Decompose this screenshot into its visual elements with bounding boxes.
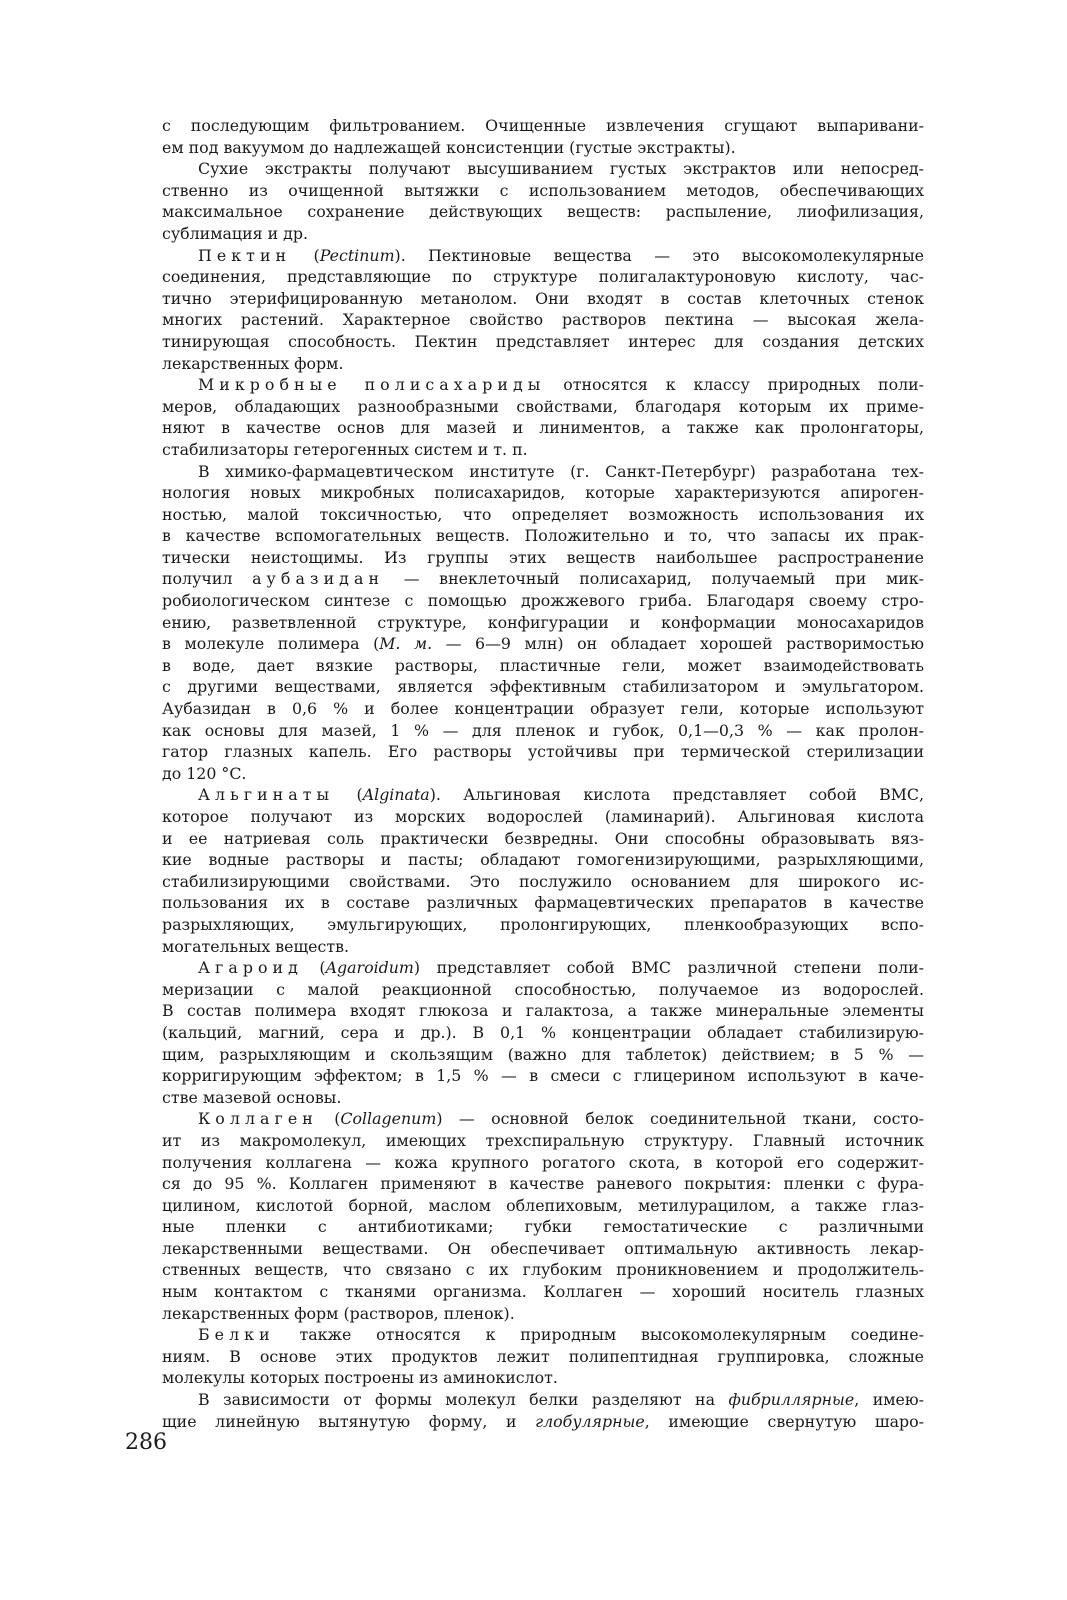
text-segment: которое получают из морских водорослей (ламинарий). Альгиновая кислота <box>162 807 924 826</box>
text-segment: ( <box>291 245 320 265</box>
term-spaced: Микробные полисахариды <box>198 375 546 395</box>
term-italic: глобулярные <box>535 1411 645 1431</box>
text-segment: в молекуле полимера ( <box>162 634 380 654</box>
text-line <box>162 1303 924 1325</box>
text-segment: лекарственными веществами. Он обеспечивает оптимальную активность лекар- <box>162 1238 924 1258</box>
text-line <box>162 568 924 590</box>
text-line <box>162 1411 924 1433</box>
text-line <box>162 655 924 677</box>
text-line <box>162 396 924 418</box>
text-line <box>162 806 924 828</box>
text-segment: Сухие экстракты получают высушиванием густых экстрактов или непосред- <box>198 159 924 179</box>
text-segment: ся до 95 %. Коллаген применяют в качестве раневого покрытия: пленки с фура- <box>162 1174 924 1194</box>
term-spaced: Белки <box>198 1325 275 1345</box>
text-line <box>162 504 924 526</box>
text-segment: стабилизирующими свойствами. Это послужило основанием для широкого ис- <box>162 871 924 891</box>
text-segment: гатор глазных капель. Его растворы устойчивы при термической стерилизации <box>162 742 924 762</box>
text-line <box>162 1173 924 1195</box>
text-segment: ственно из очищенной вытяжки с использованием методов, обеспечивающих <box>162 180 924 200</box>
text-segment: сублимация и др. <box>162 223 309 243</box>
text-segment: многих растений. Характерное свойство растворов пектина — высокая жела- <box>162 310 924 330</box>
text-segment: могательных веществ. <box>162 936 350 956</box>
text-line <box>162 417 924 439</box>
text-line <box>162 115 924 137</box>
text-segment: с последующим фильтрованием. Очищенные извлечения сгущают выпаривани- <box>162 116 924 135</box>
text-segment: ). Альгиновая кислота представляет собой ВМС, <box>429 785 924 805</box>
text-segment: няют в качестве основ для мазей и линиментов, а также как пролонгаторы, <box>162 418 924 438</box>
text-line <box>162 439 924 461</box>
text-line <box>162 180 924 202</box>
text-line <box>162 1346 924 1368</box>
text-line <box>162 331 924 353</box>
term-spaced: Альгинаты <box>198 785 335 805</box>
text-line <box>162 201 924 223</box>
text-line <box>162 892 924 914</box>
text-line <box>162 288 924 310</box>
text-segment: стабилизаторы гетерогенных систем и т. п. <box>162 439 528 459</box>
text-segment: пользования их в составе различных фармацевтических препаратов в качестве <box>162 893 924 913</box>
text-line <box>162 590 924 612</box>
text-segment: ) — основной белок соединительной ткани, состо- <box>436 1109 924 1129</box>
term-italic: М. м. <box>379 634 433 654</box>
text-line <box>162 1259 924 1281</box>
text-segment: в воде, дает вязкие растворы, пластичные гели, может взаимодействовать <box>162 655 924 675</box>
text-line <box>162 1152 924 1174</box>
text-segment: и ее натриевая соль практически безвредны. Они способны образовывать вяз- <box>162 828 924 848</box>
text-line <box>162 1238 924 1260</box>
text-line <box>162 1022 924 1044</box>
text-line <box>162 137 924 159</box>
text-segment: , имеющие свернутую шаро- <box>644 1411 924 1431</box>
text-segment: В химико-фармацевтическом институте (г. Санкт-Петербург) разработана тех- <box>198 461 924 481</box>
text-line <box>162 1281 924 1303</box>
text-segment: молекулы которых построены из аминокислот. <box>162 1368 558 1388</box>
text-line <box>162 1108 924 1130</box>
text-segment: , имею- <box>854 1390 924 1410</box>
text-segment: меров, обладающих разнообразными свойствами, благодаря которым их приме- <box>162 396 924 416</box>
text-line <box>162 266 924 288</box>
term-italic: Agaroidum <box>325 958 414 978</box>
text-line <box>162 1216 924 1238</box>
text-segment: ( <box>302 958 326 978</box>
text-line <box>162 223 924 245</box>
text-line <box>162 633 924 655</box>
text-line <box>162 374 924 396</box>
text-segment: (кальций, магний, сера и др.). В 0,1 % концентрации обладает стабилизирую- <box>162 1022 924 1042</box>
text-segment: ем под вакуумом до надлежащей консистенции (густые экстракты). <box>162 137 736 157</box>
text-line <box>162 936 924 958</box>
text-line <box>162 353 924 375</box>
text-segment: до 120 °С. <box>162 763 247 783</box>
term-italic: фибриллярные <box>728 1390 855 1410</box>
text-line <box>162 1000 924 1022</box>
term-italic: Alginata <box>362 785 430 805</box>
text-segment: ) представляет собой ВМС различной степени поли- <box>413 958 924 978</box>
text-segment: щие линейную вытянутую форму, и <box>162 1411 536 1431</box>
text-segment: стве мазевой основы. <box>162 1087 342 1107</box>
text-segment: щим, разрыхляющим и скользящим (важно для таблеток) действием; в 5 % — <box>162 1044 924 1064</box>
text-line <box>162 1195 924 1217</box>
page-number: 286 <box>125 1430 167 1455</box>
term-spaced: Пектин <box>198 245 292 265</box>
text-segment: меризации с малой реакционной способностью, получаемое из водорослей. <box>162 979 924 999</box>
text-line <box>162 828 924 850</box>
text-line <box>162 1389 924 1411</box>
text-segment: ственных веществ, что связано с их глубоким проникновением и продолжитель- <box>162 1260 924 1280</box>
text-segment: лекарственных форм (растворов, пленок). <box>162 1303 515 1323</box>
text-segment: — 6—9 млн) он обладает хорошей растворимостью <box>432 634 924 654</box>
term-italic: Pectinum <box>319 245 395 265</box>
text-line <box>162 309 924 331</box>
text-segment: ). Пектиновые вещества — это высокомолекулярные <box>394 245 924 265</box>
text-line <box>162 525 924 547</box>
text-segment: получения коллагена — кожа крупного рогатого скота, в которой его содержит- <box>162 1152 924 1172</box>
text-segment: тично этерифицированную метанолом. Они входят в состав клеточных стенок <box>162 288 924 308</box>
text-line <box>162 698 924 720</box>
text-segment: разрыхляющих, эмульгирующих, пролонгирующих, пленкообразующих вспо- <box>162 914 924 934</box>
text-segment: кие водные растворы и пасты; обладают гомогенизирующими, разрыхляющими, <box>162 850 924 870</box>
text-line <box>162 1367 924 1389</box>
text-segment: ниям. В основе этих продуктов лежит полипептидная группировка, сложные <box>162 1346 924 1366</box>
text-line <box>162 871 924 893</box>
text-segment: корригирующим эффектом; в 1,5 % — в смеси с глицерином используют в каче- <box>162 1066 924 1086</box>
text-segment: ные пленки с антибиотиками; губки гемостатические с различными <box>162 1217 924 1237</box>
text-line <box>162 784 924 806</box>
text-line <box>162 1044 924 1066</box>
text-line <box>162 482 924 504</box>
text-line <box>162 547 924 569</box>
text-segment: цилином, кислотой борной, маслом облепиховым, метилурацилом, а также глаз- <box>162 1195 924 1215</box>
text-segment: тически неистощимы. Из группы этих веществ наибольшее распространение <box>162 547 924 567</box>
text-line <box>162 849 924 871</box>
text-segment: ению, разветвленной структуре, конфигурации и конформации моносахаридов <box>162 612 924 632</box>
text-line <box>162 461 924 483</box>
text-segment: с другими веществами, является эффективным стабилизатором и эмульгатором. <box>162 677 924 697</box>
text-segment: робиологическом синтезе с помощью дрожжевого гриба. Благодаря своему стро- <box>162 591 924 611</box>
text-line <box>162 979 924 1001</box>
text-segment: также относятся к природным высокомолекулярным соедине- <box>274 1325 924 1345</box>
text-segment: получил <box>162 569 253 589</box>
text-line <box>162 741 924 763</box>
text-line <box>162 1087 924 1109</box>
text-segment: в качестве вспомогательных веществ. Положительно и то, что запасы их прак- <box>162 526 924 546</box>
page-body-text <box>162 115 924 1432</box>
text-segment: как основы для мазей, 1 % — для пленок и губок, 0,1—0,3 % — как пролон- <box>162 720 924 740</box>
text-segment: Аубазидан в 0,6 % и более концентрации образует гели, которые используют <box>162 699 924 719</box>
text-segment: соединения, представляющие по структуре полигалактуроновую кислоту, час- <box>162 267 924 287</box>
text-line <box>162 914 924 936</box>
text-segment: В состав полимера входят глюкоза и галактоза, а также минеральные элементы <box>162 1001 924 1021</box>
text-segment: — внеклеточный полисахарид, получаемый при мик- <box>384 569 924 589</box>
text-segment: нология новых микробных полисахаридов, которые характеризуются апироген- <box>162 483 924 503</box>
term-italic: Collagenum <box>340 1109 437 1129</box>
text-segment: лекарственных форм. <box>162 353 344 373</box>
text-line <box>162 720 924 742</box>
text-line <box>162 957 924 979</box>
term-spaced: аубазидан <box>252 569 385 589</box>
text-segment: относятся к классу природных поли- <box>545 375 924 395</box>
text-segment: максимальное сохранение действующих веществ: распыление, лиофилизация, <box>162 202 924 222</box>
text-line <box>162 612 924 634</box>
text-segment: ным контактом с тканями организма. Коллаген — хороший носитель глазных <box>162 1282 924 1302</box>
text-segment: тинирующая способность. Пектин представляет интерес для создания детских <box>162 331 924 351</box>
text-segment: В зависимости от формы молекул белки разделяют на <box>198 1390 729 1410</box>
text-line <box>162 158 924 180</box>
text-line <box>162 245 924 267</box>
text-line <box>162 1065 924 1087</box>
term-spaced: Агароид <box>198 958 303 978</box>
text-segment: ностью, малой токсичностью, что определяет возможность использования их <box>162 504 924 524</box>
text-line <box>162 1324 924 1346</box>
term-spaced: Коллаген <box>198 1109 318 1129</box>
text-line <box>162 763 924 785</box>
text-line <box>162 676 924 698</box>
text-line <box>162 1130 924 1152</box>
text-segment: ит из макромолекул, имеющих трехспиральную структуру. Главный источник <box>162 1130 924 1150</box>
text-segment: ( <box>334 785 363 805</box>
text-segment: ( <box>317 1109 341 1129</box>
